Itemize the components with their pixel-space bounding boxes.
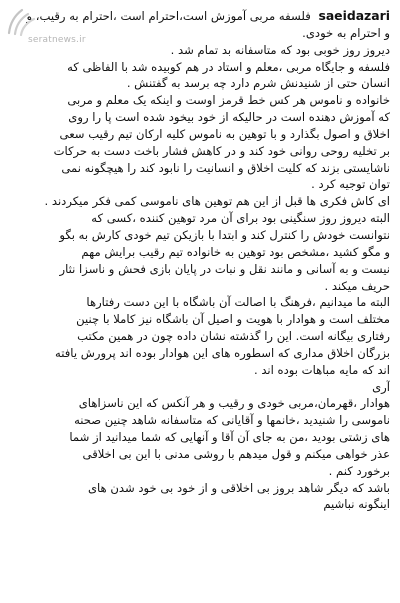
caption-line: البته دیروز روز سنگینی بود برای آن مرد توهین کننده ،کسی که <box>91 211 390 226</box>
caption-line: و احترام به خودی. <box>302 25 390 40</box>
caption-line: هوادار ،قهرمان،مربی خودی و رقیب و هر آنکس که این ناسزاهای <box>78 396 390 411</box>
caption-line: ناشایستی بزند که کلیت اخلاق و انسانیت را نابود کند را هیچگونه نمی <box>61 160 390 175</box>
caption-line: نتوانست خودش را کنترل کند و ابتدا با بازیکن تیم خودی کارش به بگو <box>59 227 390 242</box>
caption-line: بر تخلیه روحی روانی خود کند و در کاهش فشار باخت دست به حرکات <box>53 143 390 158</box>
caption-line: توان توجیه کرد . <box>311 177 390 192</box>
caption-line: البته ما میدانیم ،فرهنگ با اصالت آن باشگاه با این دست رفتارها <box>86 295 390 310</box>
caption-line: آری <box>372 379 390 394</box>
caption-line: بزرگان اخلاق مداری که اسطوره های این هوادار بوده اند پرورش یافته <box>55 345 390 360</box>
caption-line: های زشتی بودید ،من به جای آن آقا و آنهایی که شما میدانید از شما <box>69 430 390 445</box>
caption-line: باشد که دیگر شاهد بروز بی اخلاقی و از خود بی خود شدن های <box>87 480 390 495</box>
seratnews-emblem-icon <box>6 6 38 36</box>
caption-line: حریف میکند . <box>324 278 390 293</box>
caption-line: رفتاری بیگانه است. این را گذشته نشان داده چون در همین مکتب <box>77 329 390 344</box>
caption-line: و مگو کشید ،مشخص بود توهین به خانواده تیم رقیب برایش مهم <box>81 244 390 259</box>
caption-line: خانواده و ناموس هر کس خط قرمز اوست و اینکه یک معلم و مربی <box>67 93 390 108</box>
caption-line: ناموسی را شنیدید ،خانمها و آقایانی که متاسفانه شاهد چنین صحنه <box>74 413 390 428</box>
caption-line: دیروز روز خوبی بود که متاسفانه بد تمام شد . <box>170 42 390 57</box>
caption-line: نیست و به آسانی و مانند نقل و نبات در پایان بازی فحش و ناسزا نثار <box>59 261 390 276</box>
caption-line: اخلاق و اصول بگذارد و با توهین به ناموس کلیه ارکان تیم رقیب سعی <box>59 126 390 141</box>
caption-line: که آموزش دهنده است در حالیکه از خود بیخود شده است پا را روی <box>68 110 390 125</box>
caption-text: فلسفه مربی آموزش است،احترام است ،احترام به رقیب، و <box>26 9 311 23</box>
caption-line: انسان حتی از شنیدنش شرم دارد چه برسد به گفتنش . <box>126 76 390 91</box>
post-username[interactable]: saeidazari <box>318 8 390 23</box>
caption-line: ای کاش فکری ها قبل از این هم توهین های ناموسی کمی فکر میکردند . <box>44 194 390 209</box>
caption-line: فلسفه و جایگاه مربی ،معلم و استاد در هم کوبیده شد با الفاظی که <box>67 59 390 74</box>
caption-line: اند که مایه مباهات بوده اند . <box>253 362 390 377</box>
watermark-site-name: seratnews.ir <box>28 35 86 45</box>
caption-line: عذر خواهی میکنم و قول میدهم با روشی مدنی با این بی اخلاقی <box>82 446 390 461</box>
caption-line: مختلف است و هوادار با هویت و اصیل آن باشگاه نیز کاملا با چنین <box>76 312 390 327</box>
caption-line: برخورد کنم . <box>328 463 390 478</box>
seratnews-watermark <box>4 2 96 45</box>
caption-line: اینگونه نباشیم <box>323 497 390 512</box>
